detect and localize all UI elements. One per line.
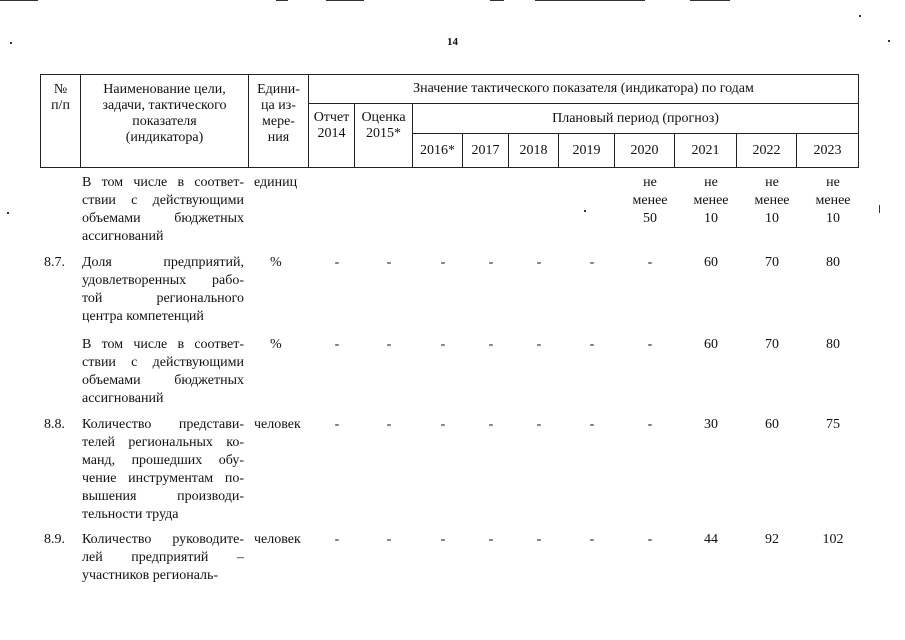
row-value: 60 — [704, 255, 718, 270]
name-line: лей предприятий – — [82, 550, 244, 565]
row-indicator-name — [82, 416, 244, 524]
row-value: 60 — [704, 337, 718, 352]
name-line: Количество представи- — [82, 417, 244, 432]
header-number: № п/п — [41, 75, 81, 168]
name-line: телей региональных ко- — [82, 435, 244, 450]
row-value: - — [488, 337, 494, 352]
row-value: - — [386, 532, 392, 547]
row-value: 102 — [822, 532, 844, 547]
scan-mark — [690, 0, 730, 1]
header-year: 2016* — [413, 134, 463, 168]
row-indicator-name — [82, 174, 244, 246]
row-unit: человек — [254, 532, 301, 547]
header-year: 2017 — [463, 134, 509, 168]
scan-mark — [879, 205, 880, 213]
row-value: 80 — [826, 255, 840, 270]
row-unit: % — [270, 255, 282, 270]
row-value: не менее 10 — [754, 175, 790, 226]
header-report-2014: Отчет 2014 — [309, 104, 355, 168]
row-value: 92 — [765, 532, 779, 547]
header-year: 2023 — [797, 134, 859, 168]
header-indicator-name: Наименование цели, задачи, тактического показателя (индикатора) — [81, 75, 249, 168]
name-line: ассигнований — [82, 391, 164, 406]
row-value: - — [536, 417, 542, 432]
header-year: 2022 — [737, 134, 797, 168]
scan-mark — [276, 0, 288, 1]
row-value: не менее 50 — [632, 175, 668, 226]
row-value: - — [386, 255, 392, 270]
row-value: 70 — [765, 255, 779, 270]
name-line: В том числе в соответ- — [82, 337, 244, 352]
name-line: участников региональ- — [82, 568, 219, 583]
header-year: 2020 — [615, 134, 675, 168]
name-line: В том числе в соответ- — [82, 175, 244, 190]
row-value: - — [536, 532, 542, 547]
row-value: не менее 10 — [693, 175, 729, 226]
row-value: - — [440, 417, 446, 432]
name-line: ствии с действующими — [82, 355, 244, 370]
row-value: 60 — [765, 417, 779, 432]
scan-mark — [490, 0, 504, 1]
row-unit: человек — [254, 417, 301, 432]
name-line: центра компетенций — [82, 309, 204, 324]
header-year: 2021 — [675, 134, 737, 168]
row-value: - — [440, 532, 446, 547]
name-line: объемами бюджетных — [82, 211, 244, 226]
row-value: - — [589, 337, 595, 352]
header-values-by-year: Значение тактического показателя (индикатора) по годам — [309, 75, 859, 104]
row-value: - — [440, 337, 446, 352]
row-indicator-name — [82, 531, 244, 585]
row-value: - — [536, 255, 542, 270]
row-value: 75 — [826, 417, 840, 432]
header-plan-period: Плановый период (прогноз) — [413, 104, 859, 134]
scan-mark — [888, 40, 890, 42]
row-value: - — [488, 417, 494, 432]
row-value: - — [647, 255, 653, 270]
row-value: не менее 10 — [815, 175, 851, 226]
row-value: - — [440, 255, 446, 270]
name-line: объемами бюджетных — [82, 373, 244, 388]
row-unit: единиц — [254, 175, 298, 190]
name-line: тельности труда — [82, 507, 179, 522]
header-year: 2018 — [509, 134, 559, 168]
indicator-table-header — [40, 74, 859, 168]
name-line: манд, прошедших обу- — [82, 453, 244, 468]
name-line: Количество руководите- — [82, 532, 244, 547]
row-value: - — [334, 337, 340, 352]
row-value: - — [334, 417, 340, 432]
scan-mark — [535, 0, 645, 1]
row-value: - — [647, 417, 653, 432]
name-line: ассигнований — [82, 229, 164, 244]
header-unit: Едини- ца из- мере- ния — [249, 75, 309, 168]
row-value: - — [647, 337, 653, 352]
row-value: - — [386, 337, 392, 352]
row-value: - — [488, 255, 494, 270]
row-value: 30 — [704, 417, 718, 432]
scan-mark — [7, 212, 9, 214]
name-line: вышения производи- — [82, 489, 244, 504]
row-number: 8.7. — [44, 255, 65, 270]
row-value: - — [647, 532, 653, 547]
scan-mark — [859, 15, 861, 17]
page-number: 14 — [447, 36, 458, 48]
header-year: 2019 — [559, 134, 615, 168]
scan-mark — [0, 0, 38, 1]
row-value: - — [589, 417, 595, 432]
row-value: 80 — [826, 337, 840, 352]
row-value: - — [589, 532, 595, 547]
scan-mark — [10, 42, 12, 44]
row-value: - — [589, 255, 595, 270]
row-value: - — [334, 255, 340, 270]
name-line: чение инструментам по- — [82, 471, 244, 486]
row-number: 8.9. — [44, 532, 65, 547]
row-indicator-name — [82, 254, 244, 326]
row-unit: % — [270, 337, 282, 352]
scan-mark — [326, 0, 364, 1]
name-line: ствии с действующими — [82, 193, 244, 208]
row-indicator-name — [82, 336, 244, 408]
row-value: 44 — [704, 532, 718, 547]
scan-mark — [584, 210, 586, 212]
name-line: Доля предприятий, — [82, 255, 244, 270]
row-value: - — [386, 417, 392, 432]
name-line: удовлетворенных рабо- — [82, 273, 244, 288]
row-value: - — [536, 337, 542, 352]
row-value: - — [334, 532, 340, 547]
row-number: 8.8. — [44, 417, 65, 432]
name-line: той регионального — [82, 291, 244, 306]
row-value: 70 — [765, 337, 779, 352]
row-value: - — [488, 532, 494, 547]
header-estimate-2015: Оценка 2015* — [355, 104, 413, 168]
